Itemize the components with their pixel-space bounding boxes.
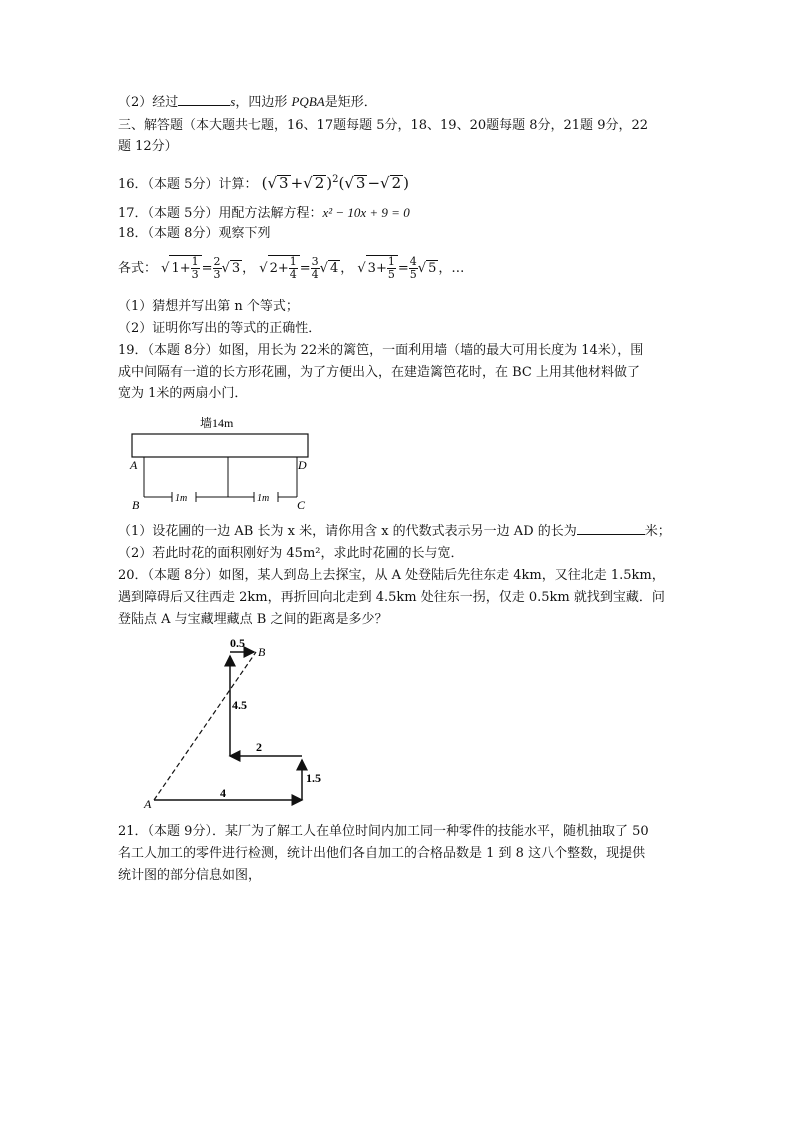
q20-line3: 登陆点 A 与宝藏埋藏点 B 之间的距离是多少？ — [118, 612, 388, 627]
point-B: B — [258, 645, 266, 659]
q16 — [118, 170, 409, 195]
q16-label: 16．（本题 5分）计算： — [118, 177, 258, 192]
q19-sub2: （2）若此时花的面积刚好为 45m²，求此时花圃的长与宽． — [118, 546, 464, 561]
q15-part2-prefix: （2）经过 — [118, 95, 179, 110]
q16-expression: (√ 3 +√ 2 )$^2$(√ 3 −√ 2 ) — [261, 174, 409, 192]
q18-label: 18．（本题 8分）观察下列 — [118, 226, 271, 241]
q21-line3: 统计图的部分信息如图， — [118, 868, 262, 883]
section3-heading-cont: 题 12分） — [118, 139, 178, 154]
q19-sub1 — [118, 522, 671, 542]
q17 — [118, 203, 410, 224]
door1-label: 1m — [175, 493, 188, 504]
q21-line2: 名工人加工的零件进行检测，统计出他们各自加工的合格品数是 1 到 8 这八个整数，现提供 — [118, 846, 646, 861]
door2-label: 1m — [257, 493, 270, 504]
point-B: B — [132, 498, 140, 512]
q18-formula-2: √ 2+ $\frac{1}{4}$ = $\frac{3}{4}$ √ 4 — [259, 255, 339, 281]
q18-sub1: （1）猜想并写出第 n 个等式； — [118, 299, 299, 314]
segment-0-5: 0.5 — [230, 636, 245, 650]
segment-4: 4 — [220, 786, 226, 800]
q15-part2-suffix: 是矩形． — [324, 95, 377, 110]
q15-part2-rest: ，四边形 — [235, 95, 292, 110]
q20-line2: 遇到障碍后又往西走 2km，再折回向北走到 4.5km 处往东一拐，仅走 0.5km 就找到宝藏．问 — [118, 590, 665, 605]
section3-heading: 三、解答题（本大题共七题，16、17题每题 5分，18、19、20题每题 8分，21题 9分，22 — [118, 118, 649, 133]
answer-blank[interactable] — [178, 93, 230, 106]
segment-4-5: 4.5 — [232, 698, 247, 712]
point-D: D — [298, 458, 307, 472]
q15-part2-unit: s — [230, 94, 236, 109]
q15-part2-shape: PQBA — [291, 94, 325, 109]
q15-part2 — [118, 92, 377, 113]
q19-line3: 宽为 1米的两扇小门． — [118, 386, 248, 401]
q19-sub1-unit: 米； — [644, 524, 671, 539]
point-A: A — [144, 797, 152, 811]
segment-1-5: 1.5 — [306, 771, 321, 785]
point-A: A — [130, 458, 138, 472]
q18-ellipsis: ，… — [438, 261, 465, 276]
q19-line2: 成中间隔有一道的长方形花圃，为了方便出入，在建造篱笆花时，在 BC 上用其他材料做了 — [118, 365, 641, 380]
wall-rect — [132, 434, 308, 457]
q19-sub1-text: （1）设花圃的一边 AB 长为 x 米，请你用含 x 的代数式表示另一边 AD 的长为 — [118, 524, 577, 539]
q18-sub2: （2）证明你写出的等式的正确性． — [118, 321, 322, 336]
q18-formula-1: √ 1+ $\frac{1}{3}$ = $\frac{2}{3}$ √ 3 — [161, 255, 241, 281]
answer-blank-ad[interactable] — [577, 522, 645, 535]
wall-label: 墙14m — [200, 416, 234, 430]
point-C: C — [297, 498, 306, 512]
segment-2: 2 — [256, 740, 262, 754]
q17-equation: x² − 10x + 9 = 0 — [322, 205, 410, 220]
q19-line1: 19．（本题 8分）如图，用长为 22米的篱笆，一面利用墙（墙的最大可用长度为 14米），围 — [118, 343, 644, 358]
q18-formula-3: √ 3+ $\frac{1}{5}$ = $\frac{4}{5}$ √ 5 — [357, 255, 437, 281]
q19-garden-figure — [124, 412, 324, 517]
q20-treasure-path-figure — [134, 632, 334, 812]
q18-prefix: 各式： — [118, 261, 158, 276]
q21-line1: 21．（本题 9分）．某厂为了解工人在单位时间内加工同一种零件的技能水平，随机抽取了 50 — [118, 824, 649, 839]
q17-label: 17．（本题 5分）用配方法解方程： — [118, 206, 323, 221]
q20-line1: 20．（本题 8分）如图，某人到岛上去探宝，从 A 处登陆后先往东走 4km，又往北走 1.5km， — [118, 568, 665, 583]
q18-formulas: 各式： √ 1+ $\frac{1}{3}$ = $\frac{2}{3}$ √ 3 ， √ 2+ $\frac{1}{4}$ = $\frac{3}{4}$ √ 4 ， √ 3+ $\frac{1}{5}$ = $\frac{4}{5}$ √ 5 ，… — [118, 255, 465, 281]
